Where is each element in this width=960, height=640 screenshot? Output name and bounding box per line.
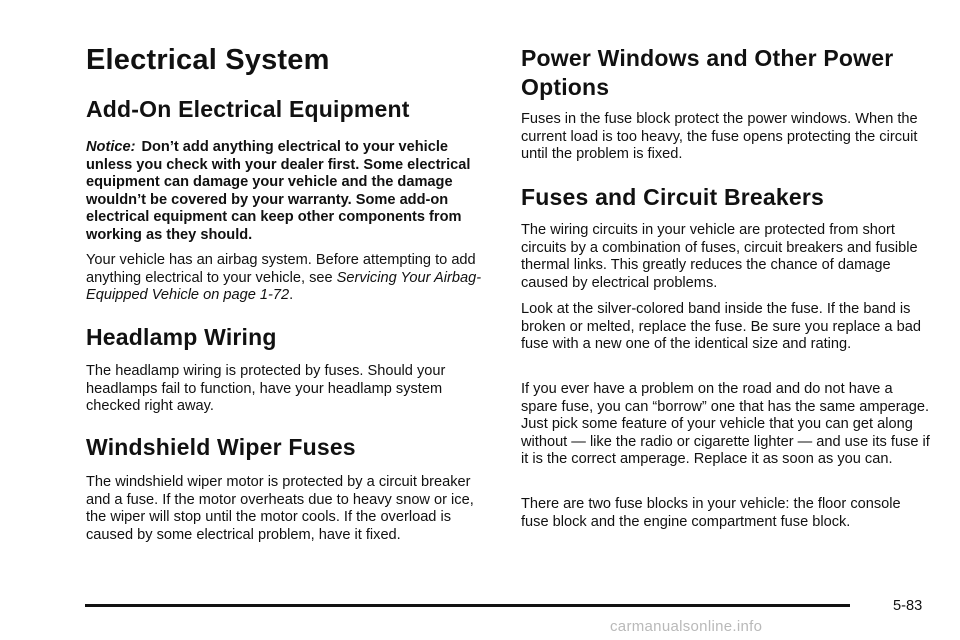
- notice-paragraph: [86, 139, 494, 245]
- fuses-paragraph-3: If you ever have a problem on the road and do not have a spare fuse, you can “borrow” one that has the same amperage. Just pick some feature of your vehicle that you can get along without — like the radio or cigarette lighter — and use its fuse if it is the correct amperage. Replace it as soon as you can.: [521, 381, 930, 468]
- page-title: Electrical System: [86, 44, 330, 76]
- fuses-paragraph-2: Look at the silver-colored band inside the fuse. If the band is broken or melted, replace the fuse. Be sure you replace a bad fuse with a new one of the identical size and rating.: [521, 301, 921, 353]
- notice-label: Notice:: [86, 139, 136, 155]
- notice-text: Don’t add anything electrical to your vehicle unless you check with your dealer first. Some electrical equipment can damage your vehicle and the damage wouldn’t be covered by your warranty. Some add-on electrical equipment can keep other components from working as they should.: [86, 139, 471, 243]
- wiper-heading: Windshield Wiper Fuses: [86, 434, 356, 460]
- wiper-body: The windshield wiper motor is protected by a circuit breaker and a fuse. If the motor overheats due to heavy snow or ice, the wiper will stop until the motor cools. If the overload is caused by some electrical problem, have it fixed.: [86, 474, 474, 543]
- addon-body-text: Your vehicle has an airbag system. Before attempting to add anything electrical to your vehicle, see: [86, 252, 476, 286]
- headlamp-body: The headlamp wiring is protected by fuses. Should your headlamps fail to function, have your headlamp system checked right away.: [86, 363, 446, 415]
- headlamp-heading: Headlamp Wiring: [86, 324, 277, 350]
- fuses-heading: Fuses and Circuit Breakers: [521, 184, 825, 210]
- airbag-reference-link[interactable]: Servicing Your Airbag-Equipped Vehicle on page 1-72: [86, 269, 482, 304]
- watermark: carmanualsonline.info: [610, 618, 763, 635]
- fuses-paragraph-1: The wiring circuits in your vehicle are protected from short circuits by a combination of fuses, circuit breakers and fusible thermal links. This greatly reduces the chance of damage caused by electrical problems.: [521, 222, 918, 291]
- power-heading: Power Windows and Other Power Options: [521, 45, 894, 100]
- footer-rule: [85, 604, 850, 607]
- fuses-paragraph-4: There are two fuse blocks in your vehicle: the floor console fuse block and the engine compartment fuse block.: [521, 496, 901, 530]
- addon-body: [86, 252, 494, 305]
- addon-heading: Add-On Electrical Equipment: [86, 96, 410, 122]
- power-body: Fuses in the fuse block protect the power windows. When the current load is too heavy, the fuse opens protecting the circuit until the problem is fixed.: [521, 111, 918, 163]
- addon-body-end: .: [289, 287, 294, 304]
- page-number: 5-83: [893, 598, 923, 614]
